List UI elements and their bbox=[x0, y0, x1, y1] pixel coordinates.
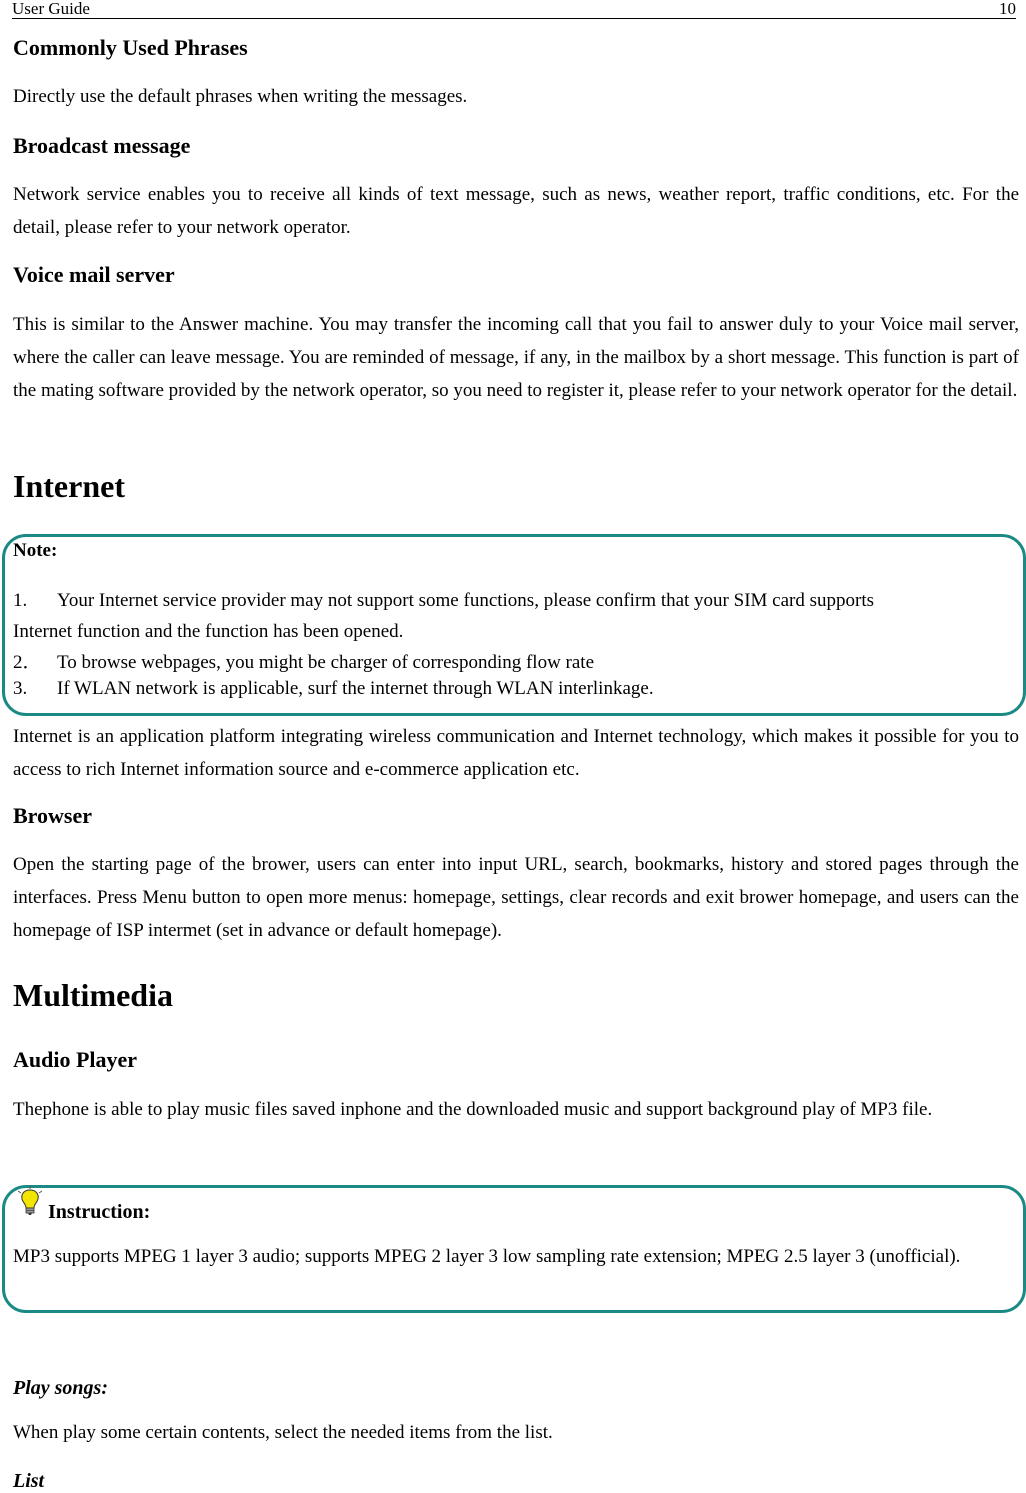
note-item-2 bbox=[13, 651, 594, 675]
note-item-2-text: To browse webpages, you might be charger of corresponding flow rate bbox=[57, 652, 595, 673]
heading-audio-player: Audio Player bbox=[13, 1047, 138, 1072]
list-label: List bbox=[13, 1470, 45, 1492]
note-item-3 bbox=[13, 677, 654, 701]
note-item-3-number: 3. bbox=[13, 678, 28, 699]
play-songs-text: When play some certain contents, select the needed items from the list. bbox=[13, 1422, 553, 1443]
heading-commonly-used-phrases: Commonly Used Phrases bbox=[13, 35, 248, 60]
play-songs-label: Play songs: bbox=[13, 1377, 108, 1399]
page-header bbox=[12, 0, 1016, 19]
note-item-1-continued: Internet function and the function has been opened. bbox=[13, 621, 404, 642]
browser-text: Open the starting page of the brower, users can enter into input URL, search, bookmarks, history and stored pages through the interfaces. Press Menu button to open more menus: homepage, settings, clear records and exit brower homepage, and users can the homepage of ISP intermet (set in advance or default homepage). bbox=[13, 854, 1019, 941]
broadcast-text: Network service enables you to receive all kinds of text message, such as news, weather report, traffic conditions, etc. For the detail, please refer to your network operator. bbox=[13, 184, 1019, 238]
instruction-label: Instruction: bbox=[48, 1201, 151, 1223]
note-item-1-text: Your Internet service provider may not support some functions, please confirm that your SIM card supports bbox=[57, 590, 875, 611]
page-number: 10 bbox=[999, 0, 1016, 18]
voicemail-text: This is similar to the Answer machine. You may transfer the incoming call that you fail to answer duly to your Voice mail server, where the caller can leave message. You are reminded of message, if any, in the mailbox by a short message. This function is part of the mating software provided by the network operator, so you need to register it, please refer to your network operator for the detail. bbox=[13, 314, 1019, 401]
phrases-text: Directly use the default phrases when writing the messages. bbox=[13, 86, 468, 107]
header-title: User Guide bbox=[12, 0, 90, 18]
note-item-3-text: If WLAN network is applicable, surf the internet through WLAN interlinkage. bbox=[57, 678, 654, 699]
heading-browser: Browser bbox=[13, 803, 93, 828]
instruction-text: MP3 supports MPEG 1 layer 3 audio; supports MPEG 2 layer 3 low sampling rate extension; MPEG 2.5 layer 3 (unofficial). bbox=[13, 1246, 961, 1267]
note-item-2-number: 2． bbox=[13, 652, 42, 673]
note-item-1 bbox=[13, 589, 874, 613]
audio-text: Thephone is able to play music files saved inphone and the downloaded music and support background play of MP3 file. bbox=[13, 1099, 933, 1120]
lightbulb-icon bbox=[18, 1186, 42, 1216]
internet-text: Internet is an application platform integrating wireless communication and Internet technology, which makes it possible for you to access to rich Internet information source and e-commerce application etc. bbox=[13, 726, 1019, 780]
heading-broadcast-message: Broadcast message bbox=[13, 133, 191, 158]
heading-voice-mail-server: Voice mail server bbox=[13, 262, 175, 287]
heading-internet: Internet bbox=[13, 468, 125, 504]
note-item-1-number: 1. bbox=[13, 590, 28, 611]
note-label: Note: bbox=[13, 540, 58, 561]
heading-multimedia: Multimedia bbox=[13, 977, 173, 1013]
